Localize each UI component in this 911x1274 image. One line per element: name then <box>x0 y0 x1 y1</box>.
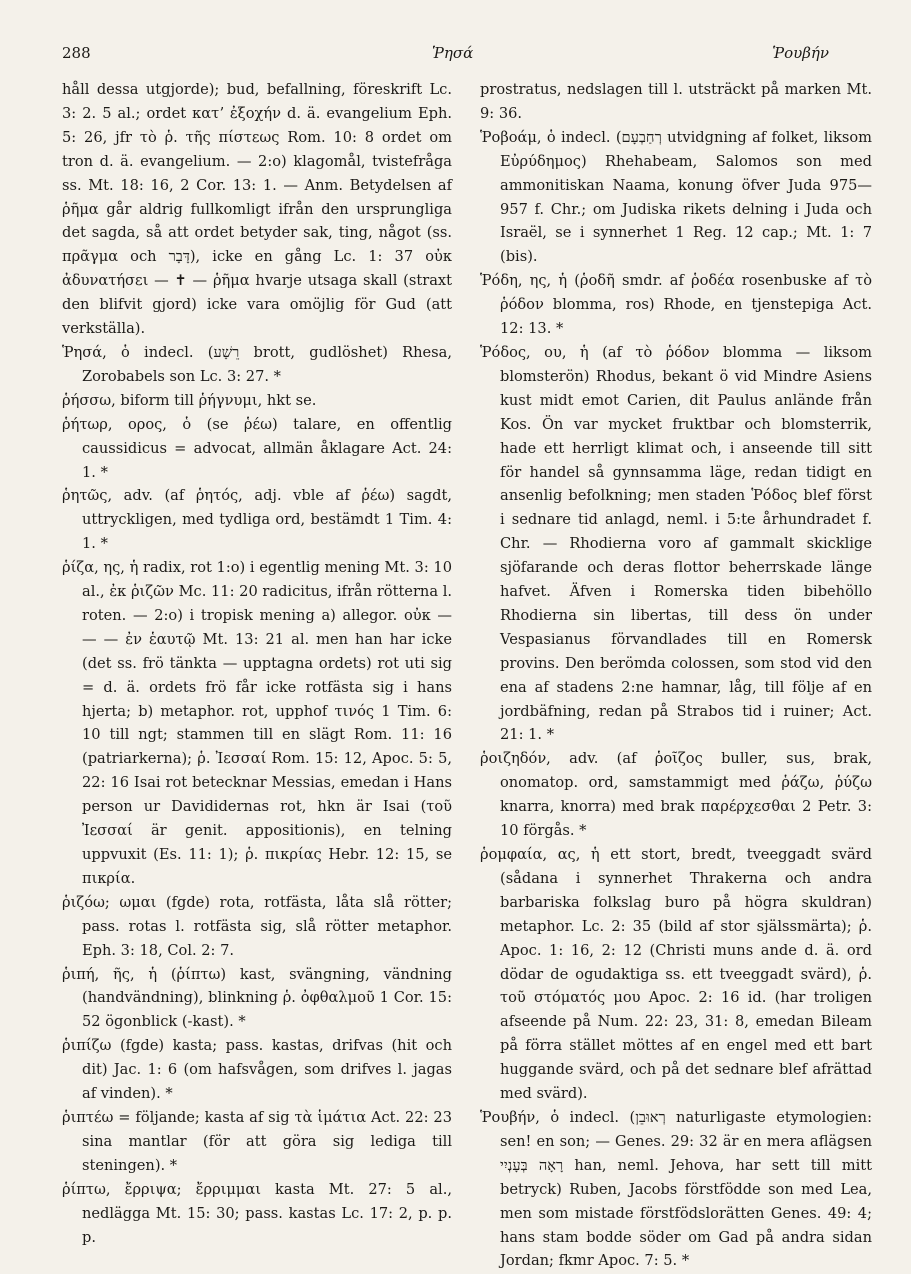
page-number: 288 <box>62 44 91 62</box>
entry-rodos: Ῥόδος, ου, ἡ (af τὸ ῥόδον blomma — liksom blomsterön) Rhodus, bekant ö vid Mindre Asiens kust midt emot Carien, dit Paulus anlände från Kos. Ön var mycket fruktbar och blomsterrik, hade ett herrligt klimat och, i anseende till sitt för handel så gynnsamma läge, redan tidigt en ansenlig befolkning; men staden Ῥόδος blef först i sednare tid anlagd, neml. i 5:te århundradet f. Chr. — Rhodierna voro af gammalt skicklige sjöfarande och deras flottor beherrskade länge hafvet. Äfven i Romerska tiden bibehöllo Rhodierna sin libertas, till dess ön under Vespasianus förvandlades till en Romersk provins. Den berömda colossen, som stod vid den ena af stadens 2:ne hamnar, låg, till följe af en jordbäfning, redan på Strabos tid i ruiner; Act. 21: 1. * <box>480 343 872 744</box>
entry-resso: ῥήσσω, biform till ῥήγνυμι, hkt se. <box>62 391 317 409</box>
entry-roboam: Ῥοβοάμ, ὁ indecl. (רְחַבְעָם utvidgning af folket, liksom Εὐρύδημος) Rhehabeam, Salomos son med ammonitiskan Naama, konung öfver Juda 975—957 f. Chr.; om Judiska rikets delning i Juda och Israël, se i synnerhet 1 Reg. 12 cap.; Mt. 1: 7 (bis). <box>480 128 872 266</box>
entry-ripteo: ῥιπτέω = följande; kasta af sig τὰ ἱμάτια Act. 22: 23 sina mantlar (för att göra sig lediga till steningen). * <box>62 1108 452 1174</box>
entry-roizedon: ῥοιζηδόν, adv. (af ῥοῖζος buller, sus, brak, onomatop. ord, samstammigt med ῥάζω, ῥύζω knarra, knorra) med brak παρέρχεσθαι 2 Petr. 3: 10 förgås. * <box>480 750 872 840</box>
entry-rode: Ῥόδη, ης, ἡ (ῥοδῆ smdr. af ῥοδέα rosenbuske af τὸ ῥόδον blomma, ros) Rhode, en tjenstepiga Act. 12: 13. * <box>480 272 872 338</box>
entry-romfaia: ῥομφαία, ας, ἡ ett stort, bredt, tveeggadt svärd (sådana i synnerhet Thrakerna och andra barbariska folkslag buro på högra skuldran) metaphor. Lc. 2: 35 (bild af stor själssmärta); ῥ. Apoc. 1: 16, 2: 12 (Christi muns ande d. ä. ord dödar de ogudaktiga ss. ett tveeggadt svärd), ῥ. τοῦ στόματός μου Apoc. 2: 16 id. (har troligen afseende på Num. 22: 23, 31: 8, emedan Bileam på förra stället möttes af en engel med ett bart huggande svärd, och på det sednare blef afrättad med svärd). <box>480 846 872 1103</box>
right-headword: Ῥουβήν <box>772 44 829 62</box>
page-header <box>62 44 849 70</box>
entry-riza: ῥίζα, ης, ἡ radix, rot 1:o) i egentlig mening Mt. 3: 10 al., ἐκ ῥιζῶν Mc. 11: 20 radicitus, ifrån rötterna l. roten. — 2:o) i tropisk mening a) allegor. οὐκ — — — ἐν ἑαυτῷ Mt. 13: 21 al. men han har icke (det ss. frö tänkta — upptagna ordets) rot uti sig = d. ä. ordets frö får icke rotfästa sig i hans hjerta; b) metaphor. rot, upphof τινός 1 Tim. 6: 10 till ngt; stammen till en slägt Rom. 11: 16 (patriarkerna); ῥ. Ἰεσσαί Rom. 15: 12, Apoc. 5: 5, 22: 16 Isai rot betecknar Messias, emedan i Hans person ur Davididernas rot, hkn är Isai (τοῦ Ἰεσσαί är genit. appositionis), en telning uppvuxit (Es. 11: 1); ῥ. πικρίας Hebr. 12: 15, se πικρία. <box>62 559 452 887</box>
entry-ripizo: ῥιπίζω (fgde) kasta; pass. kastas, drifvas (hit och dit) Jac. 1: 6 (om hafsvågen, som drifves l. jagas af vinden). * <box>62 1037 452 1103</box>
right-column <box>480 78 872 1273</box>
entry-continuation-right: prostratus, nedslagen till l. utsträckt på marken Mt. 9: 36. <box>480 81 872 122</box>
entry-retos: ῥητῶς, adv. (af ῥητός, adj. vble af ῥέω) sagdt, uttryckligen, med tydliga ord, bestämdt 1 Tim. 4: 1. * <box>62 487 452 553</box>
entry-ripto: ῥίπτω, ἔρριψα; ἔρριμμαι kasta Mt. 27: 5 al., nedlägga Mt. 15: 30; pass. kastas Lc. 17: 2, p. p. p. <box>62 1180 452 1246</box>
left-column <box>62 78 452 1249</box>
entry-retor: ῥήτωρ, ορος, ὁ (se ῥέω) talare, en offentlig caussidicus = advocat, allmän åklagare Act. 24: 1. * <box>62 415 452 481</box>
entry-rouben: Ῥουβήν, ὁ indecl. (רְאוּבֵן naturligaste etymologien: sen! en son; — Genes. 29: 32 är en mera aflägsen רָאָה בְּעָנְיִי han, neml. Jehova, har sett till mitt betryck) Ruben, Jacobs förstfödde son med Lea, men som mistade förstfödslorätten Genes. 49: 4; hans stam bodde söder om Gad på andra sidan Jordan; fkmr Apoc. 7: 5. * <box>480 1108 872 1270</box>
entry-rhesa: Ῥησά, ὁ indecl. (רֵשָׁע brott, gudlöshet) Rhesa, Zorobabels son Lc. 3: 27. * <box>62 343 452 385</box>
entry-ripe: ῥιπή, ῆς, ἡ (ῥίπτω) kast, svängning, vändning (handvändning), blinkning ῥ. ὀφθαλμοῦ 1 Cor. 15: 52 ögonblick (-kast). * <box>62 965 452 1031</box>
entry-continuation: håll dessa utgjorde); bud, befallning, föreskrift Lc. 3: 2. 5 al.; ordet κατʼ ἐξοχήν d. ä. evangelium Eph. 5: 26, jfr τὸ ῥ. τῆς πίστεως Rom. 10: 8 ordet om tron d. ä. evangelium. — 2:o) klagomål, tvistefråga ss. Mt. 18: 16, 2 Cor. 13: 1. — Anm. Betydelsen af ῥῆμα går aldrig fullkomligt ifrån den ursprungliga det sagda, så att ordet betyder sak, ting, något (ss. πρᾶγμα och דָּבָר), icke en gång Lc. 1: 37 οὐκ ἀδυνατήσει — ✝ — ῥῆμα hvarje utsaga skall (straxt den blifvit gjord) icke vara omöjlig för Gud (att verkställa). <box>62 81 452 338</box>
entry-rizoo: ῥιζόω; ωμαι (fgde) rota, rotfästa, låta slå rötter; pass. rotas l. rotfästa sig, slå rötter metaphor. Eph. 3: 18, Col. 2: 7. <box>62 893 452 959</box>
left-headword: Ῥησά <box>432 44 474 62</box>
